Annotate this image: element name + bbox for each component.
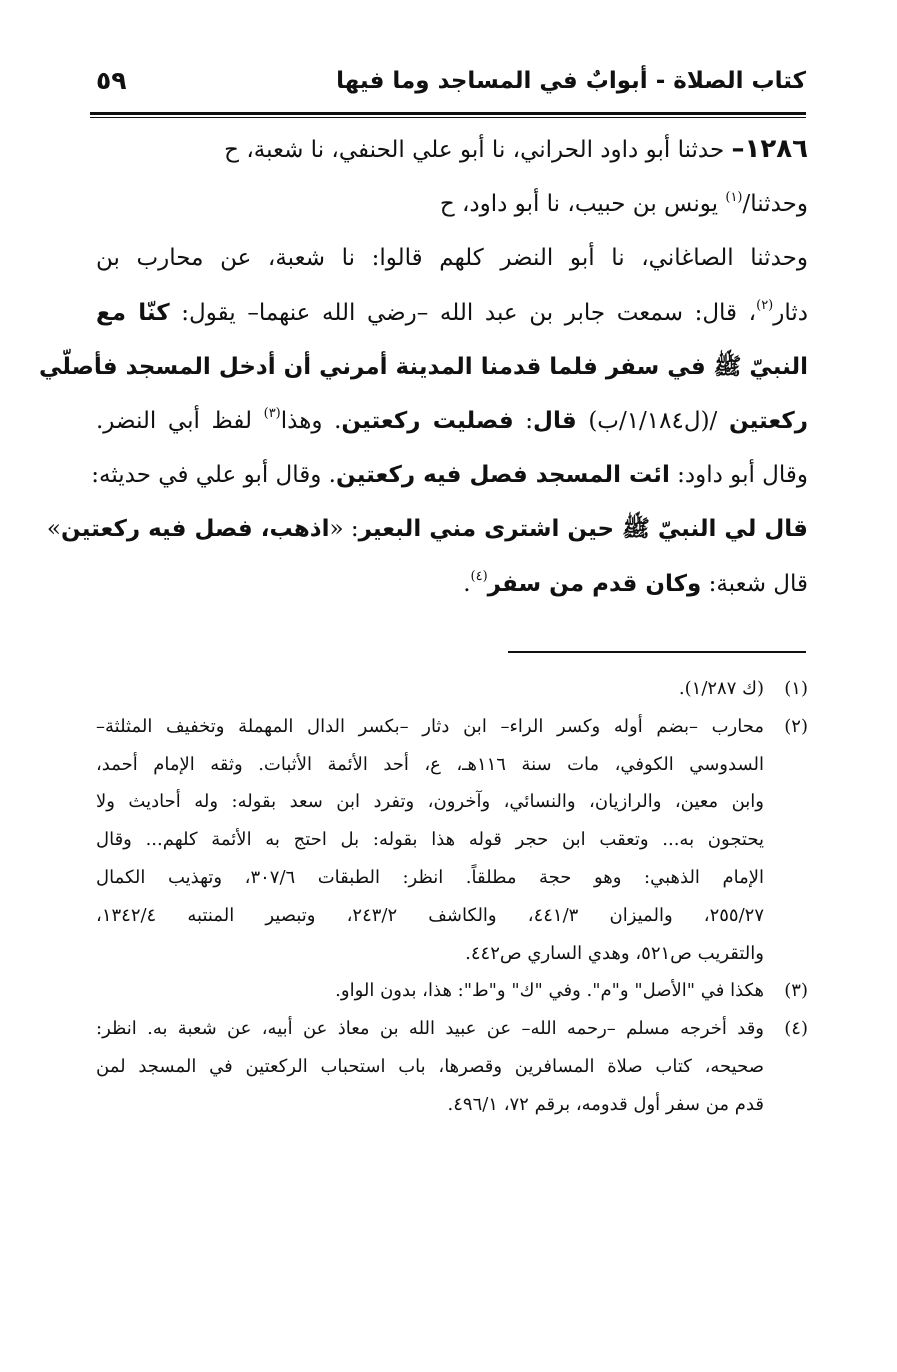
hadith-line bbox=[96, 286, 808, 340]
hadith-text-segment: حدثنا أبو داود الحراني، نا أبو علي الحنفي، نا شعبة، ح bbox=[224, 137, 732, 163]
hadith-line bbox=[96, 122, 808, 177]
hadith-text-segment: يونس بن حبيب، نا أبو داود، ح bbox=[439, 191, 726, 218]
footnote bbox=[96, 1010, 808, 1123]
hadith-number: ١٢٨٦– bbox=[731, 134, 808, 164]
footnote-number: (١) bbox=[784, 678, 808, 699]
footnote-number: (٢) bbox=[784, 715, 808, 737]
footnote-line: هكذا في "الأصل" و"م". وفي "ك" و"ط": هذا، بدون الواو. bbox=[335, 980, 764, 1002]
footnote-line: يحتجون به... وتعقب ابن حجر قوله هذا بقوله: بل احتج به الأئمة كلهم... وقال bbox=[96, 829, 764, 851]
footnote-line: السدوسي الكوفي، مات سنة ١١٦هـ، ع، أحد الأئمة الأثبات. وثقه الإمام أحمد، bbox=[96, 753, 764, 775]
hadith-line bbox=[96, 394, 808, 448]
hadith-line bbox=[96, 557, 808, 611]
header-rule-thin bbox=[90, 117, 806, 118]
hadith-matn: اذهب، فصل فيه ركعتين bbox=[61, 516, 330, 543]
hadith-line bbox=[39, 340, 808, 394]
hadith-text-segment: قال شعبة: bbox=[701, 570, 808, 597]
footnote-ref: (٣) bbox=[263, 406, 281, 422]
hadith-matn: وكان قدم من سفر bbox=[487, 570, 702, 597]
hadith-line bbox=[46, 502, 808, 556]
footnote-separator bbox=[508, 651, 806, 653]
hadith-text bbox=[39, 122, 809, 611]
footnote-line: الإمام الذهبي: وهو حجة مطلقاً. انظر: الطبقات ٣٠٧/٦، وتهذيب الكمال bbox=[96, 866, 765, 888]
hadith-line bbox=[96, 177, 808, 231]
hadith-text-segment: : « bbox=[329, 516, 359, 543]
footnote-number: (٣) bbox=[784, 980, 808, 1002]
hadith-line bbox=[96, 231, 808, 285]
hadith-text-segment: : bbox=[513, 408, 534, 435]
hadith-matn: قال لي النبيّ ﷺ حين اشترى مني البعير bbox=[358, 516, 808, 543]
running-header bbox=[90, 66, 806, 106]
footnote-number: (٤) bbox=[784, 1018, 808, 1040]
footnote-ref: (٢) bbox=[756, 297, 774, 313]
hadith-text-segment: . وهذا bbox=[280, 408, 342, 435]
hadith-matn: فصليت ركعتين bbox=[341, 408, 514, 435]
hadith-matn: قال bbox=[533, 408, 577, 435]
footnote-line: (ك ١/٢٨٧). bbox=[678, 678, 764, 699]
hadith-text-segment: وقال أبو داود: bbox=[669, 462, 808, 489]
footnote-line: ٢٥٥/٢٧، والميزان ٤٤١/٣، والكاشف ٢٤٣/٢، وتبصير المنتبه ١٣٤٢/٤، bbox=[96, 904, 764, 926]
hadith-line bbox=[91, 448, 808, 502]
page-number: ٥٩ bbox=[96, 66, 127, 95]
hadith-matn: النبيّ ﷺ في سفر فلما قدمنا المدينة أمرني أن أدخل المسجد فأصلّي bbox=[39, 353, 808, 380]
hadith-text-segment: ، قال: سمعت جابر بن عبد الله –رضي الله عنهما– يقول: bbox=[169, 299, 757, 326]
hadith-text-segment: وحدثنا الصاغاني، نا أبو النضر كلهم قالوا: نا شعبة، عن محارب بن bbox=[96, 245, 808, 272]
hadith-text-segment: /(ل١/١٨٤/ب) bbox=[576, 408, 729, 435]
footnote-line: وقد أخرجه مسلم –رحمه الله– عن عبيد الله بن معاذ عن أبيه، عن شعبة به. انظر: bbox=[96, 1018, 764, 1040]
footnote-line: قدم من سفر أول قدومه، برقم ٧٢، ٤٩٦/١. bbox=[447, 1093, 764, 1115]
hadith-text-segment: دثار bbox=[773, 299, 809, 326]
hadith-text-segment: . bbox=[463, 570, 471, 597]
hadith-text-segment: . وقال أبو علي في حديثه: bbox=[91, 462, 336, 489]
hadith-text-segment: لفظ أبي النضر. bbox=[96, 408, 264, 435]
hadith-matn: ركعتين bbox=[728, 408, 809, 435]
footnote bbox=[96, 708, 808, 973]
footnote-ref: (٤) bbox=[470, 568, 488, 584]
hadith-text-segment: وحدثنا/ bbox=[742, 191, 808, 218]
footnote-ref: (١) bbox=[725, 189, 743, 205]
footnote-line: صحيحه، كتاب صلاة المسافرين وقصرها، باب استحباب الركعتين في المسجد لمن bbox=[96, 1055, 764, 1077]
footnote bbox=[96, 972, 808, 1010]
footnote-line: وابن معين، والرازيان، والنسائي، وآخرون، وتفرد ابن سعد بقوله: وله أحاديث ولا bbox=[96, 791, 764, 813]
footnote bbox=[96, 670, 808, 708]
running-header-title: كتاب الصلاة - أبوابٌ في المساجد وما فيها bbox=[336, 68, 806, 94]
hadith-text-segment: » bbox=[46, 516, 61, 543]
footnote-line: والتقريب ص٥٢١، وهدي الساري ص٤٤٢. bbox=[465, 942, 764, 964]
hadith-matn: ائت المسجد فصل فيه ركعتين bbox=[336, 462, 670, 489]
hadith-matn: كنّا مع bbox=[96, 299, 170, 326]
footnote-line: محارب –بضم أوله وكسر الراء– ابن دثار –بكسر الدال المهملة وتخفيف المثلثة– bbox=[96, 715, 764, 737]
footnotes bbox=[96, 670, 808, 1124]
header-rule bbox=[90, 112, 806, 115]
